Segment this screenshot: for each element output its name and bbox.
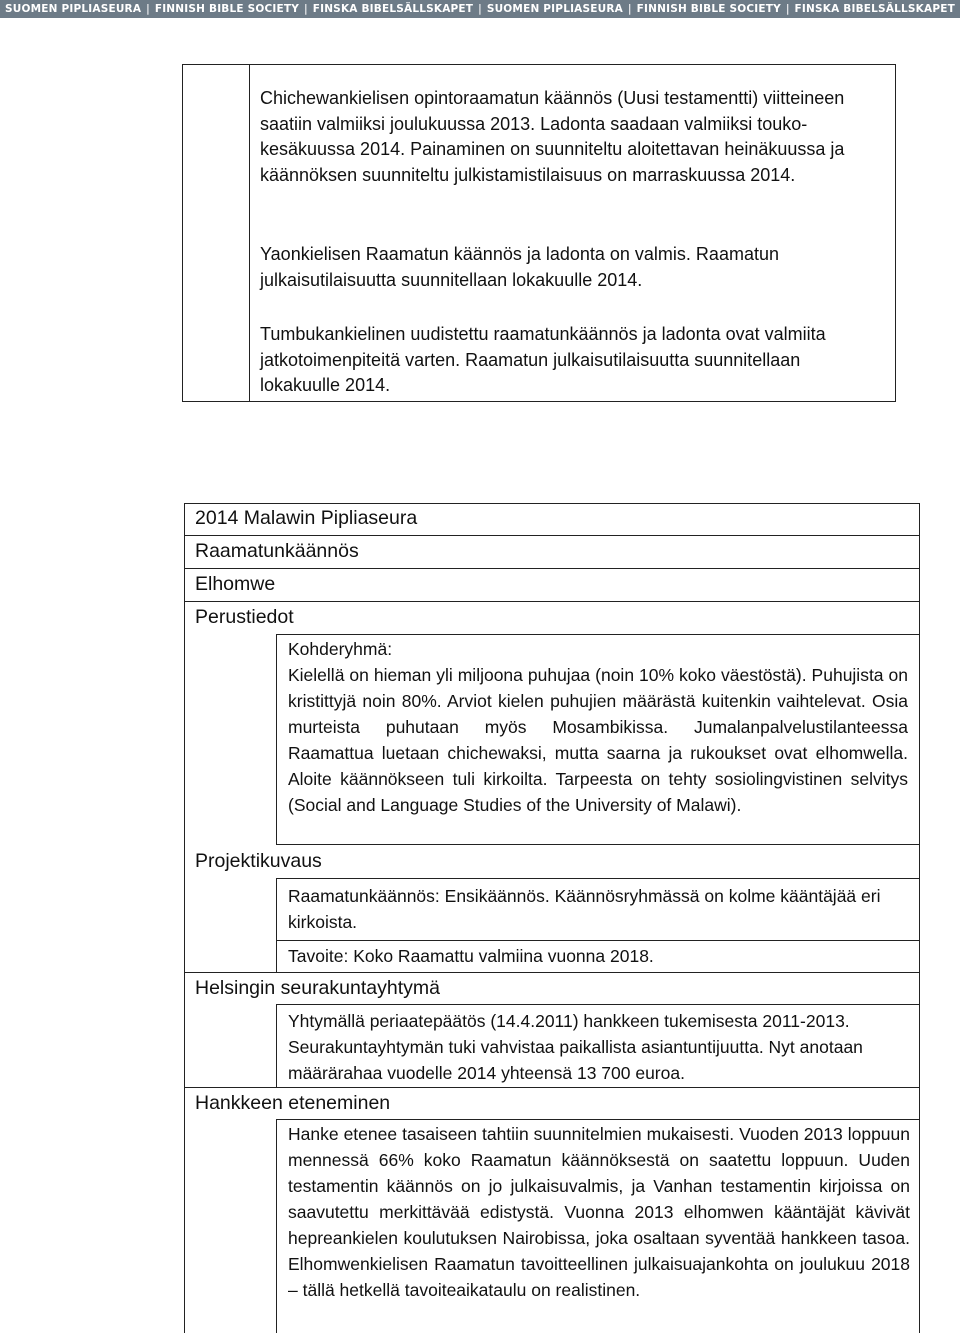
- row-divider: [276, 1119, 920, 1120]
- header-item: SUOMEN PIPLIASEURA: [5, 3, 142, 15]
- header-separator: |: [477, 3, 483, 15]
- section-project-description: Projektikuvaus: [195, 850, 322, 872]
- header-item: FINSKA BIBELSÄLLSKAPET: [312, 3, 474, 15]
- table-heading-language: Elhomwe: [195, 573, 276, 595]
- header-item: FINNISH BIBLE SOCIETY: [636, 3, 781, 15]
- goal-text: Koko Raamattu valmiina vuonna 2018.: [353, 946, 654, 966]
- progress-text: Hanke etenee tasaiseen tahtiin suunnitelmien mukaisesti. Vuoden 2013 loppuun mennessä 66% koko Raamatun käännöksestä on saatettu loppuun. Uuden testamentin käännös on jo julkaisuvalmis, ja Vanhan testamentin kirjoissa on saavutettu merkittävää edistystä. Vuonna 2013 elhomwen kääntäjät kävivät hepreankielen koulutuksen Nairobissa, joka osaltaan syventää hankkeen tasoa. Elhomwenkielisen Raamatun tavoitteellinen julkaisuajankohta on joulukuu 2018 – tällä hetkellä tavoiteaikataulu on realistinen.: [288, 1124, 910, 1300]
- column-divider: [276, 634, 277, 844]
- paragraph-chichewa: Chichewankielisen opintoraamatun käännös (Uusi testamentti) viitteineen saatiin valmiiksi joulukuussa 2013. Ladonta saadaan valmiiksi touko-kesäkuussa 2014. Painaminen on suunniteltu aloitettavan heinäkuussa ja käännöksen suunniteltu julkistamistilaisuus on marraskuussa 2014.: [260, 88, 845, 185]
- row-divider: [276, 844, 920, 845]
- header-separator: |: [785, 3, 790, 15]
- column-divider: [276, 1004, 277, 1087]
- translation-block: [288, 883, 913, 935]
- section-project-progress: Hankkeen eteneminen: [195, 1092, 391, 1114]
- paragraph-yao: Yaonkielisen Raamatun käännös ja ladonta on valmis. Raamatun julkaisutilaisuutta suunnitellaan lokakuulle 2014.: [260, 244, 779, 290]
- row-divider: [184, 972, 920, 973]
- translation-label: Raamatunkäännös:: [288, 886, 440, 906]
- paragraph-tumbuka: Tumbukankielinen uudistettu raamatunkäännös ja ladonta ovat valmiita jatkotoimenpiteitä varten. Raamatun julkaisutilaisuutta suunnitellaan lokakuulle 2014.: [260, 324, 826, 395]
- row-divider: [184, 601, 920, 602]
- column-divider: [276, 1119, 277, 1333]
- header-item: SUOMEN PIPLIASEURA: [486, 3, 623, 15]
- goal-label: Tavoite:: [288, 946, 349, 966]
- row-divider: [276, 940, 920, 941]
- table-divider: [249, 64, 250, 402]
- row-divider: [184, 568, 920, 569]
- goal-block: [288, 943, 913, 969]
- table-heading-translation: Raamatunkäännös: [195, 540, 359, 562]
- header-item: FINNISH BIBLE SOCIETY: [154, 3, 300, 15]
- target-group-label: Kohderyhmä:: [288, 639, 393, 659]
- translation-text: Ensikäännös. Käännösryhmässä on kolme kääntäjää eri kirkoista.: [288, 886, 881, 932]
- table-heading-year-org: 2014 Malawin Pipliaseura: [195, 507, 418, 529]
- header-separator: |: [627, 3, 632, 15]
- section-basic-info: Perustiedot: [195, 606, 294, 628]
- header-separator: |: [145, 3, 151, 15]
- row-divider: [184, 1087, 920, 1088]
- helsinki-text: Yhtymällä periaatepäätös (14.4.2011) hankkeen tukemisesta 2011-2013. Seurakuntayhtymän tuki vahvistaa paikallista asiantuntijuutta. Nyt anotaan määrärahaa vuodelle 2014 yhteensä 13 700 euroa.: [288, 1011, 863, 1083]
- row-divider: [276, 1004, 920, 1005]
- header-item: FINSKA BIBELSÄLLSKAPET: [794, 3, 955, 15]
- row-divider: [276, 878, 920, 879]
- target-group-text: Kielellä on hieman yli miljoona puhujaa (noin 10% koko väestöstä). Puhujista on kristittyjä noin 80%. Arviot kielen puhujien määrästä kuitenkin vaihtelevat. Osia murteista puhutaan myös Mosambikissa. Jumalanpalvelustilanteessa Raamattua luetaan chichewaksi, mutta saarna ja rukoukset ovat elhomwella. Aloite käännökseen tuli kirkoilta. Tarpeesta on tehty sosiolingvistinen selvitys (Social and Language Studies of the University of Malawi).: [288, 665, 908, 815]
- header-bar: [0, 0, 960, 18]
- column-divider: [276, 878, 277, 972]
- header-separator: |: [303, 3, 308, 15]
- row-divider: [276, 634, 920, 635]
- row-divider: [184, 535, 920, 536]
- section-helsinki-parishes: Helsingin seurakuntayhtymä: [195, 977, 440, 999]
